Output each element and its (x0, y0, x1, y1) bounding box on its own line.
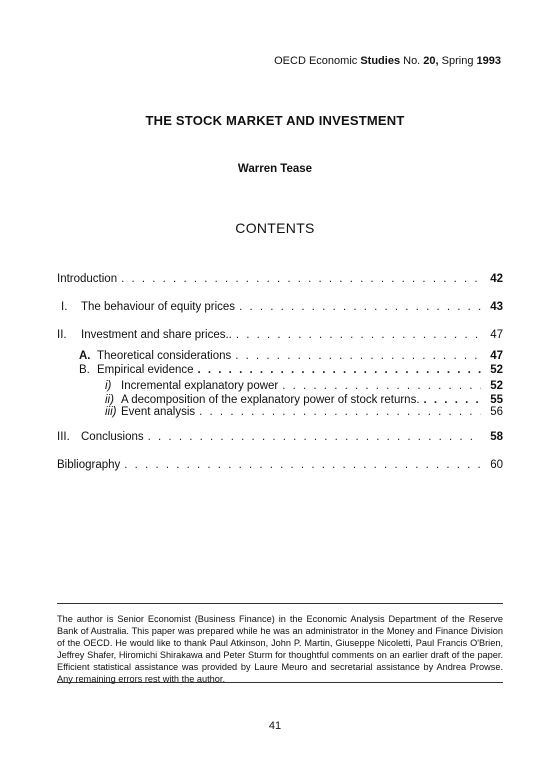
toc-page: 42 (490, 273, 503, 285)
toc-entry-investment (57, 329, 503, 345)
toc-number: B. (79, 364, 90, 376)
contents-heading: CONTENTS (235, 220, 315, 236)
toc-entry-bibliography (57, 459, 503, 475)
toc-page: 58 (490, 431, 503, 443)
toc-label: Event analysis (121, 406, 196, 418)
article-title: THE STOCK MARKET AND INVESTMENT (145, 113, 405, 128)
toc-number: III. (57, 431, 70, 443)
toc-leader (282, 380, 481, 392)
header-number: 20, (423, 55, 439, 67)
toc-leader (235, 350, 481, 362)
toc-number: ii) (105, 394, 114, 406)
toc-entry-event-analysis (105, 406, 503, 422)
toc-leader (236, 329, 481, 341)
header-mid: No. (400, 55, 424, 67)
toc-label: Incremental explanatory power (121, 380, 279, 392)
toc-entry-behaviour (57, 301, 503, 317)
toc-number: I. (61, 301, 68, 313)
toc-page: 52 (490, 380, 503, 392)
toc-label: The behaviour of equity prices (81, 301, 236, 313)
toc-label: Bibliography (57, 459, 121, 471)
toc-leader (239, 301, 481, 313)
toc-leader (124, 459, 481, 471)
author-footnote: The author is Senior Economist (Business Finance) in the Economic Analysis Department of the Reserve Bank of Australia. This paper was prepared while he was an administrator in the Money and Finance Division of the OECD. He would like to thank Paul Atkinson, John P. Martin, Giuseppe Nicoletti, Paul Francis O'Brien, Jeffrey Shafer, Hiromichi Shirakawa and Peter Sturm for thoughtful comments on an earlier draft of the paper. Efficient statistical assistance was provided by Laure Meuro and secretarial assistance by Andrea Prowse. Any remaining errors rest with the author. (57, 614, 503, 684)
toc-leader (148, 431, 481, 443)
toc-label: Introduction (57, 273, 118, 285)
author-name: Warren Tease (237, 163, 313, 175)
toc-number: II. (57, 329, 67, 341)
header-prefix: OECD Economic (274, 55, 361, 67)
toc-leader (121, 273, 481, 285)
toc-leader (198, 364, 481, 376)
toc-page: 47 (490, 350, 503, 362)
toc-label: Conclusions (81, 431, 144, 443)
toc-label: Empirical evidence (97, 364, 194, 376)
toc-page: 47 (490, 329, 503, 341)
toc-number: i) (105, 380, 112, 392)
header-studies: Studies (360, 55, 401, 67)
header-year: 1993 (476, 55, 501, 67)
footnote-bottom-rule (57, 682, 503, 683)
toc-leader (199, 406, 481, 418)
toc-label: Theoretical considerations (97, 350, 232, 362)
toc-label: A decomposition of the explanatory power of stock returns. (121, 394, 420, 406)
footnote-top-rule (57, 603, 503, 604)
toc-leader (424, 394, 481, 406)
toc-number: A. (79, 350, 91, 362)
toc-entry-introduction (57, 273, 503, 289)
page-number: 41 (268, 720, 282, 732)
toc-label: Investment and share prices.. (81, 329, 232, 341)
toc-number: iii) (105, 406, 117, 418)
toc-page: 43 (490, 301, 503, 313)
toc-page: 56 (490, 406, 503, 418)
toc-page: 52 (490, 364, 503, 376)
toc-page: 60 (490, 459, 503, 471)
toc-entry-empirical (79, 364, 503, 380)
header-season: Spring (438, 55, 477, 67)
toc-page: 55 (490, 394, 503, 406)
toc-entry-conclusions (57, 431, 503, 447)
journal-header (274, 55, 501, 67)
